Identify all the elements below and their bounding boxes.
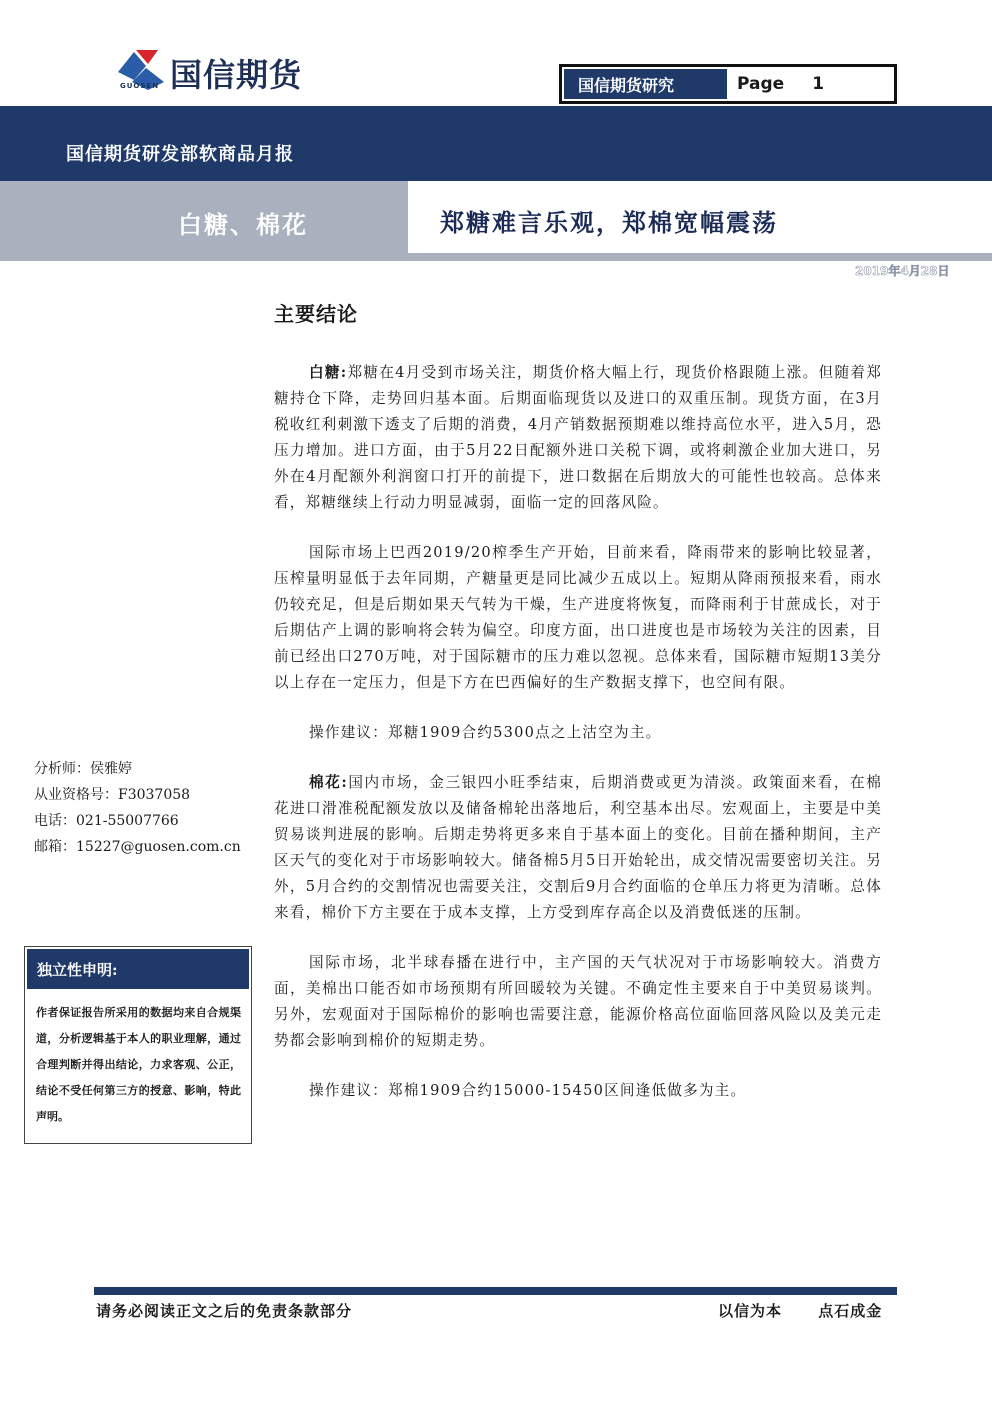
- commodity-label: 白糖、棉花: [178, 210, 308, 239]
- analyst-name: 分析师：侯雅婷: [34, 761, 132, 777]
- page-indicator: [559, 64, 897, 104]
- sugar-lead: 白糖:: [309, 364, 348, 381]
- analyst-license: 从业资格号：F3037058: [34, 787, 191, 803]
- research-label: 国信期货研究: [562, 67, 729, 101]
- analyst-email: 邮箱：15227@guosen.com.cn: [34, 839, 241, 855]
- analyst-info: [34, 756, 241, 860]
- headline-box: [408, 181, 992, 253]
- report-date: 2019年4月28日: [855, 264, 950, 278]
- report-title: 国信期货研发部软商品月报: [66, 144, 294, 165]
- cotton-paragraph-2: 国际市场，北半球春播在进行中，主产国的天气状况对于市场影响较大。消费方面，美棉出口能否如市场预期有所回暖较为关键。不确定性主要来自于中美贸易谈判。另外，宏观面对于国际棉价的影响也需要注意，能源价格高位面临回落风险以及美元走势都会影响到棉价的短期走势。: [274, 954, 882, 1049]
- sugar-paragraph-2: 国际市场上巴西2019/20榨季生产开始，目前来看，降雨带来的影响比较显著，压榨量明显低于去年同期，产糖量更是同比减少五成以上。短期从降雨预报来看，雨水仍较充足，但是后期如果天气转为干燥，生产进度将恢复，而降雨利于甘蔗成长，对于后期估产上调的影响将会转为偏空。印度方面，出口进度也是市场较为关注的因素，目前已经出口270万吨，对于国际糖市的压力难以忽视。总体来看，国际糖市短期13美分以上存在一定压力，但是下方在巴西偏好的生产数据支撑下，也空间有限。: [274, 544, 882, 691]
- analyst-phone: 电话：021-55007766: [34, 813, 179, 829]
- logo-text: 国信期货: [170, 56, 303, 94]
- sugar-paragraph-1: 白糖:郑糖在4月受到市场关注，期货价格大幅上行，现货价格跟随上涨。但随着郑糖持仓下降，走势回归基本面。后期面临现货以及进口的双重压制。现货方面，在3月税收红利刺激下透支了后期的消费，4月产销数据预期难以维持高位水平，进入5月，恐压力增加。进口方面，由于5月22日配额外进口关税下调，或将刺激企业加大进口，另外在4月配额外利润窗口打开的前提下，进口数据在后期放大的可能性也较高。总体来看，郑糖继续上行动力明显减弱，面临一定的回落风险。: [274, 364, 882, 511]
- page-label: Page: [737, 74, 785, 94]
- main-content: [274, 360, 882, 1128]
- cotton-paragraph-1: 棉花:国内市场，金三银四小旺季结束，后期消费或更为清淡。政策面来看，在棉花进口滑准税配额发放以及储备棉轮出落地后，利空基本出尽。宏观面上，主要是中美贸易谈判进展的影响。后期走势将更多来自于基本面上的变化。目前在播种期间，主产区天气的变化对于市场影响较大。储备棉5月5日开始轮出，成交情况需要密切关注。另外，5月合约的交割情况也需要关注，交割后9月合约面临的仓单压力将更为清晰。总体来看，棉价下方主要在于成本支撑，上方受到库存高企以及消费低迷的压制。: [274, 774, 882, 921]
- logo-subtext: GUOSEN: [120, 82, 160, 90]
- section-title: 主要结论: [274, 302, 358, 326]
- declaration-body: 作者保证报告所采用的数据均来自合规渠道，分析逻辑基于本人的职业理解，通过合理判断并得出结论，力求客观、公正，结论不受任何第三方的授意、影响，特此声明。: [36, 1006, 241, 1123]
- declaration-title: 独立性申明:: [25, 947, 251, 991]
- company-logo: [112, 46, 352, 94]
- page-number: 1: [812, 74, 825, 94]
- footer-divider: [94, 1287, 897, 1295]
- sugar-suggestion: 操作建议：郑糖1909合约5300点之上沽空为主。: [309, 724, 662, 741]
- footer-disclaimer: 请务必阅读正文之后的免责条款部分: [96, 1302, 353, 1320]
- report-banner: [0, 106, 992, 181]
- cotton-lead: 棉花:: [309, 774, 348, 791]
- footer-slogan: 以信为本 点石成金: [718, 1302, 883, 1320]
- headline-banner: [0, 181, 992, 261]
- independence-declaration: [24, 946, 252, 1144]
- cotton-suggestion: 操作建议：郑棉1909合约15000-15450区间逢低做多为主。: [309, 1082, 747, 1099]
- page-number-box: [729, 67, 894, 101]
- headline: 郑糖难言乐观，郑棉宽幅震荡: [440, 208, 778, 237]
